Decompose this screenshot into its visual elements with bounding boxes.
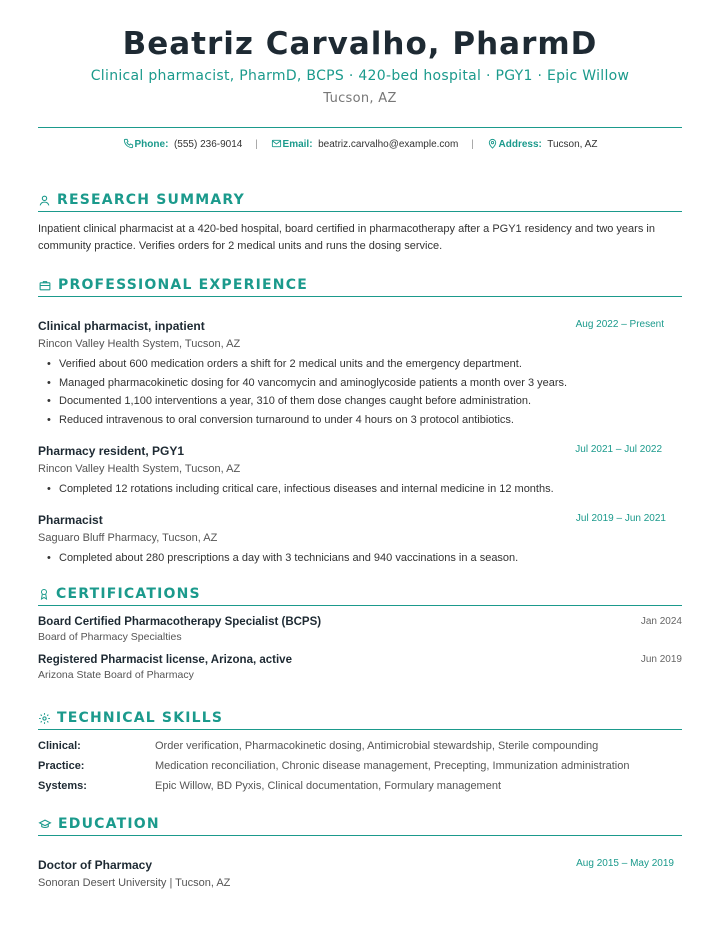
section-education (38, 816, 682, 836)
email-label: Email: (282, 139, 313, 150)
certification-date: Jan 2024 (640, 616, 682, 627)
section-divider (38, 729, 682, 730)
section-research-summary (38, 192, 682, 212)
email-icon (271, 138, 282, 149)
bullet-marker: • (47, 376, 51, 389)
section-title: EDUCATION (58, 816, 160, 832)
graduation-cap-icon (38, 818, 52, 831)
education-date: Aug 2015 – May 2019 (576, 858, 674, 869)
skill-category: Systems: (38, 780, 87, 792)
bullet-text: Documented 1,100 interventions a year, 310 of them dose changes caught before administration. (59, 395, 532, 408)
skill-list: Order verification, Pharmacokinetic dosing, Antimicrobial stewardship, Sterile compounding (155, 740, 599, 752)
bullet-item (38, 355, 682, 374)
experience-item (38, 513, 682, 568)
skill-category: Clinical: (38, 740, 81, 752)
job-organization: Rincon Valley Health System, Tucson, AZ (38, 463, 241, 475)
job-organization: Rincon Valley Health System, Tucson, AZ (38, 338, 241, 350)
education-institution: Sonoran Desert University | Tucson, AZ (38, 877, 231, 889)
job-title: Pharmacy resident, PGY1 (38, 444, 185, 458)
certification-item (38, 654, 682, 681)
job-bullets (38, 549, 682, 568)
bullet-item (38, 411, 682, 430)
certification-item (38, 616, 682, 643)
section-professional-experience (38, 277, 682, 297)
phone-icon (123, 138, 134, 149)
job-date: Aug 2022 – Present (575, 319, 664, 330)
bullet-text: Reduced intravenous to oral conversion turnaround to under 4 hours on 3 protocol antibiotics. (59, 414, 514, 427)
section-title: PROFESSIONAL EXPERIENCE (58, 277, 308, 293)
contact-separator: | (471, 139, 474, 150)
bullet-marker: • (47, 358, 51, 370)
job-date: Jul 2019 – Jun 2021 (575, 513, 666, 524)
certification-date: Jun 2019 (640, 654, 682, 665)
section-divider (38, 835, 682, 836)
job-title: Pharmacist (38, 513, 103, 527)
skill-list: Epic Willow, BD Pyxis, Clinical documentation, Formulary management (155, 780, 502, 792)
job-organization: Saguaro Bluff Pharmacy, Tucson, AZ (38, 532, 218, 544)
job-date: Jul 2021 – Jul 2022 (575, 444, 662, 455)
person-icon (38, 194, 51, 207)
bullet-marker: • (47, 552, 51, 564)
bullet-item (38, 480, 682, 499)
skill-category: Practice: (38, 760, 85, 772)
phone-label: Phone: (134, 139, 169, 150)
contact-bar (38, 138, 682, 150)
bullet-item (38, 374, 682, 393)
contact-separator: | (255, 139, 258, 150)
bullet-text: Managed pharmacokinetic dosing for 40 vancomycin and aminoglycoside patients a month over 3 years. (59, 376, 568, 389)
location-pin-icon (487, 138, 498, 149)
address-value: Tucson, AZ (547, 139, 598, 150)
bullet-text: Completed about 280 prescriptions a day with 3 technicians and 940 vaccinations in a season. (59, 552, 519, 564)
certification-name: Board Certified Pharmacotherapy Specialist (BCPS) (38, 616, 322, 628)
location: Tucson, AZ (323, 91, 397, 106)
certification-name: Registered Pharmacist license, Arizona, active (38, 654, 292, 666)
bullet-text: Verified about 600 medication orders a shift for 2 medical units and the emergency department. (59, 358, 522, 370)
tagline: Clinical pharmacist, PharmD, BCPS · 420-bed hospital · PGY1 · Epic Willow (90, 68, 630, 84)
experience-item (38, 319, 682, 430)
section-title: TECHNICAL SKILLS (57, 710, 224, 726)
experience-item (38, 444, 682, 499)
education-item (38, 858, 682, 889)
section-divider (38, 211, 682, 212)
briefcase-icon (38, 279, 52, 292)
bullet-marker: • (47, 483, 51, 495)
section-certifications (38, 586, 682, 606)
bullet-marker: • (47, 395, 51, 408)
bullet-item (38, 549, 682, 568)
candidate-name: Beatriz Carvalho, PharmD (122, 26, 598, 62)
section-divider (38, 605, 682, 606)
section-technical-skills (38, 710, 682, 730)
header-divider (38, 127, 682, 128)
job-title: Clinical pharmacist, inpatient (38, 319, 205, 333)
address-label: Address: (498, 139, 542, 150)
gear-icon (38, 712, 51, 725)
bullet-text: Completed 12 rotations including critical care, infectious diseases and internal medicine in 12 months. (59, 483, 554, 495)
certification-issuer: Arizona State Board of Pharmacy (38, 669, 194, 681)
section-title: CERTIFICATIONS (56, 586, 201, 602)
bullet-item (38, 392, 682, 411)
certification-issuer: Board of Pharmacy Specialties (38, 631, 182, 643)
summary-text: Inpatient clinical pharmacist at a 420-bed hospital, board certified in pharmacotherapy after a PGY1 residency and two years in community practice. Verifies orders for 2 medical units and runs the dosing service. (38, 223, 655, 252)
phone-value[interactable]: (555) 236-9014 (173, 139, 243, 150)
job-bullets (38, 480, 682, 499)
bullet-marker: • (47, 414, 51, 427)
section-divider (38, 296, 682, 297)
section-title: RESEARCH SUMMARY (57, 192, 245, 208)
email-value[interactable]: beatriz.carvalho@example.com (318, 139, 459, 150)
award-ribbon-icon (38, 587, 50, 601)
job-bullets (38, 355, 682, 430)
degree-name: Doctor of Pharmacy (38, 858, 153, 872)
skill-list: Medication reconciliation, Chronic disease management, Precepting, Immunization administration (155, 760, 630, 772)
